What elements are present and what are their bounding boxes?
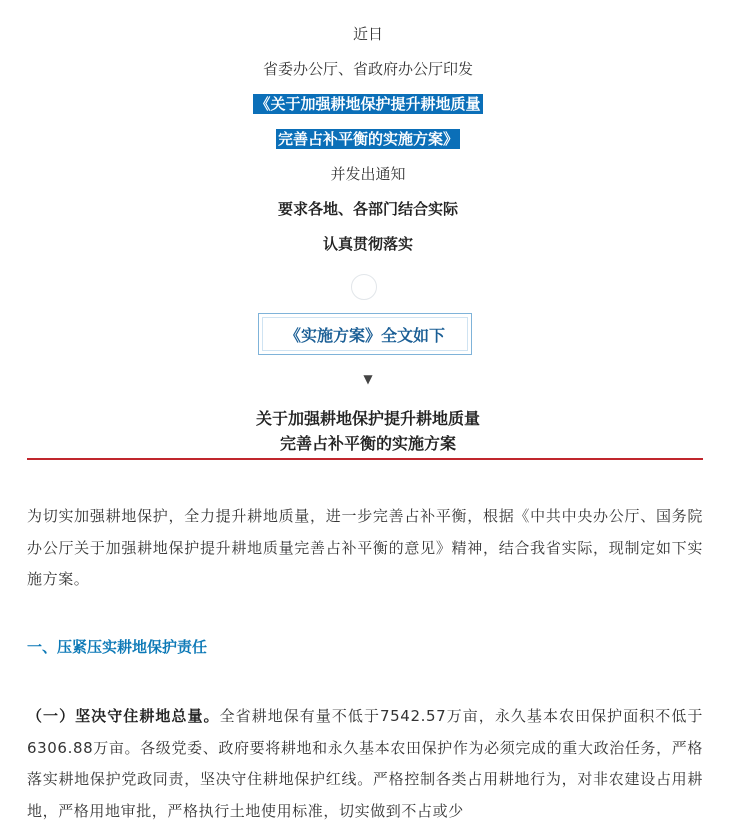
intro-line-requirement: 要求各地、各部门结合实际 [277, 200, 458, 218]
section-heading-1: 一、压紧压实耕地保护责任 [27, 638, 208, 656]
item-1-text: 全省耕地保有量不低于7542.57万亩，永久基本农田保护面积不低于6306.88万亩。各级党委、政府要将耕地和永久基本农田保护作为必须完成的重大政治任务，严格落实耕地保护党政同责，坚决守住耕地保护红线。严格控制各类占用耕地行为，对非农建设占用耕地，严格用地审批，严格执行土地使用标准，切实做到不占或少 [27, 707, 703, 820]
intro-line-recent: 近日 [352, 25, 383, 43]
intro-line-issuers: 省委办公厅、省政府办公厅印发 [262, 60, 473, 78]
document-title-line-2: 完善占补平衡的实施方案 [279, 434, 456, 453]
highlighted-title-part-2: 完善占补平衡的实施方案》 [277, 130, 458, 148]
intro-line-implement: 认真贯彻落实 [322, 235, 413, 253]
red-divider [27, 458, 703, 460]
intro-highlight-row-1 [0, 94, 736, 114]
preamble-paragraph: 为切实加强耕地保护，全力提升耕地质量，进一步完善占补平衡，根据《中共中央办公厅、国务院办公厅关于加强耕地保护提升耕地质量完善占补平衡的意见》精神，结合我省实际，现制定如下实施方案。 [27, 507, 703, 588]
down-arrow-icon: ▼ [363, 372, 373, 386]
item-1-paragraph [27, 701, 703, 827]
circle-divider-icon [351, 274, 377, 300]
highlighted-title-part-1: 《关于加强耕地保护提升耕地质量 [255, 95, 481, 113]
intro-highlight-row-2 [0, 129, 736, 149]
intro-line-notice: 并发出通知 [330, 165, 406, 183]
document-title-line-1: 关于加强耕地保护提升耕地质量 [255, 409, 480, 428]
item-1-lead: （一）坚决守住耕地总量。 [27, 707, 220, 725]
fulltext-label: 《实施方案》全文如下 [284, 325, 445, 345]
document-title [0, 406, 736, 456]
fulltext-label-box [258, 313, 472, 355]
